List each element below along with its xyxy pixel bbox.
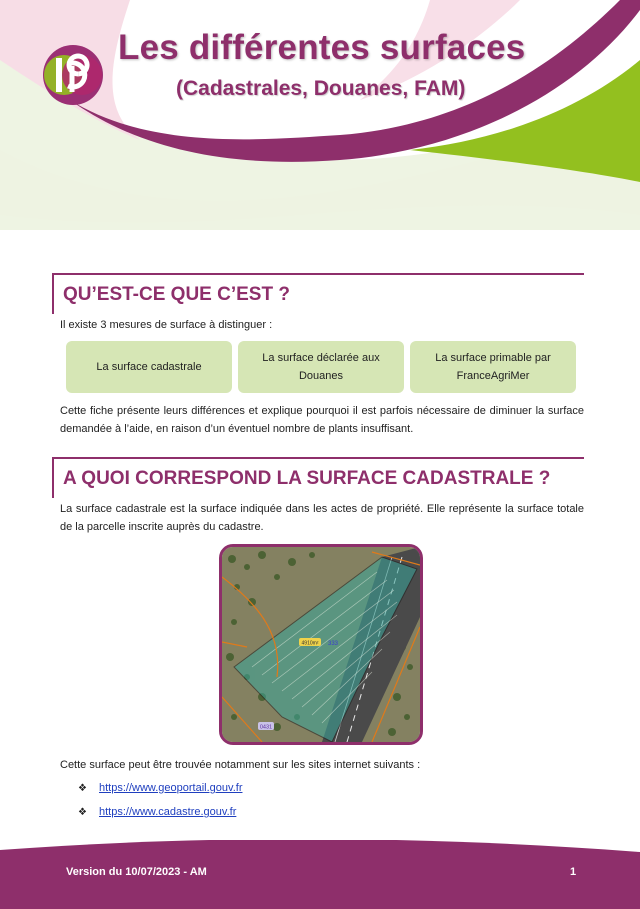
link-item-cadastre (78, 804, 236, 820)
surface-box-label: La surface cadastrale (96, 361, 202, 373)
section-heading-text: A QUOI CORRESPOND LA SURFACE CADASTRALE ? (63, 468, 551, 489)
surface-box-cadastrale (66, 341, 232, 393)
geoportail-link[interactable]: https://www.geoportail.gouv.fr (99, 782, 243, 794)
iq-logo-icon (42, 44, 104, 106)
section-heading-cadastral (52, 457, 584, 498)
section1-explanation: Cette fiche présente leurs différences et explique pourquoi il est parfois nécessaire de diminuer la surface demandée à l’aide, en raison d’un éventuel nombre de plants insuffisant. (60, 405, 584, 435)
surface-box-label: La surface déclarée aux Douanes (262, 352, 380, 382)
page-title: Les différentes surfaces (118, 28, 526, 67)
link-item-geoportail (78, 780, 242, 796)
map-area-label: 4910m² (301, 640, 319, 647)
aerial-map-art (222, 547, 420, 742)
surface-box-douanes (238, 341, 404, 393)
section1-intro: Il existe 3 mesures de surface à distinguer : (60, 319, 273, 331)
cadastre-link[interactable]: https://www.cadastre.gouv.fr (99, 806, 237, 818)
map-parcel-number-secondary: 0431 (259, 724, 273, 731)
map-parcel-number: 333 (328, 641, 339, 647)
page-subtitle: (Cadastrales, Douanes, FAM) (176, 77, 466, 100)
surface-box-label: La surface primable par FranceAgriMer (435, 352, 551, 382)
page-number: 1 (570, 866, 577, 878)
section-heading-what-is-it (52, 273, 584, 314)
section2-paragraph: La surface cadastrale est la surface indiquée dans les actes de propriété. Elle représente la surface totale de la parcelle inscrite auprès du cadastre. (60, 503, 584, 533)
sites-intro: Cette surface peut être trouvée notamment sur les sites internet suivants : (60, 759, 421, 771)
footer-version: Version du 10/07/2023 - AM (66, 866, 207, 878)
diamond-bullet-icon: ❖ (78, 782, 87, 794)
cadastral-map-image (219, 544, 423, 745)
diamond-bullet-icon: ❖ (78, 806, 87, 818)
surface-box-fam (410, 341, 576, 393)
section-heading-text: QU’EST-CE QUE C’EST ? (63, 284, 290, 305)
